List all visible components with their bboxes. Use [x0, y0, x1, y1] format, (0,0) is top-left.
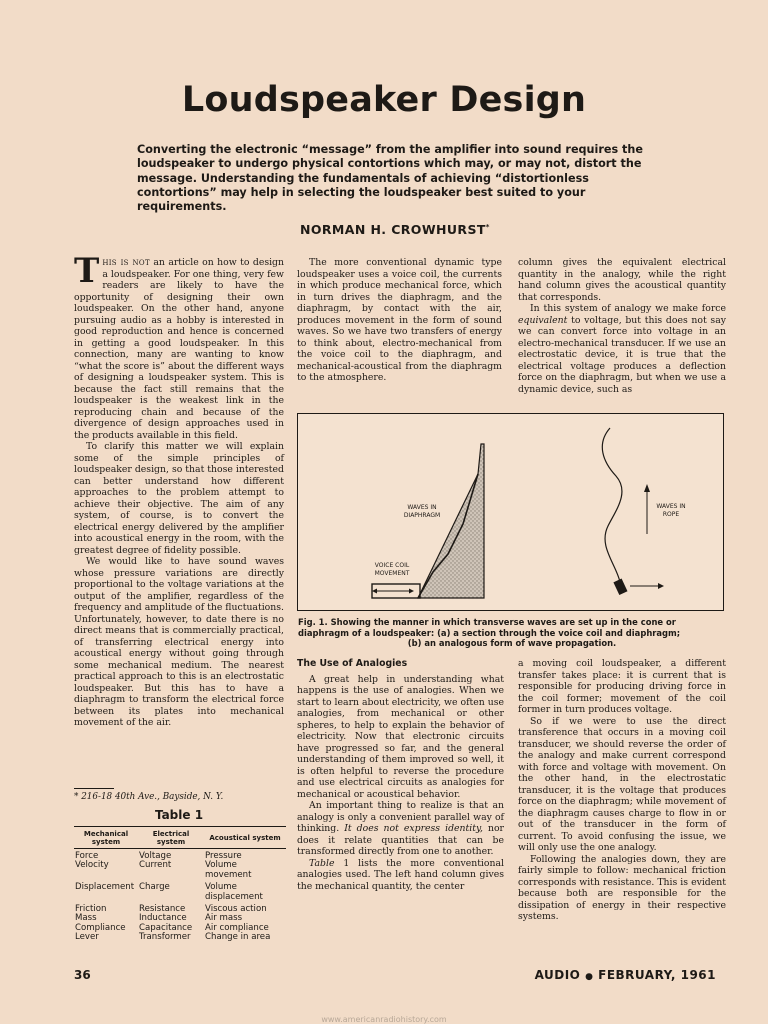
- col1-paragraph-2: To clarify this matter we will explain some of the simple principles of loudspeaker design, so that those interested can better understand how different approaches to the problem attempt to achieve their objective. The aim of any system, of course, is to convert the electrical energy delivered by the amplifier into acoustical energy in the room, with the greatest degree of fidelity possible.: [74, 441, 284, 556]
- lead-in: his is not: [102, 257, 150, 268]
- col2b-p2-text-b: nor does it relate quantities that can be transformed directly from one to another.: [297, 823, 504, 857]
- rope-end-weight: [613, 579, 627, 595]
- rope-label-1: WAVES IN: [656, 503, 686, 510]
- drop-cap: T: [74, 251, 100, 291]
- col2b-paragraph-2: [297, 800, 504, 858]
- caption-line-2: diaphragm of a loudspeaker: (a) a section through the voice coil and diaphragm;: [298, 627, 681, 638]
- author-name: NORMAN H. CROWHURST: [300, 222, 486, 237]
- table-cell: Transformer: [139, 932, 191, 943]
- table-cell: Lever: [75, 932, 99, 943]
- article-deck: Converting the electronic “message” from the amplifier into sound requires the loudspeaker to undergo physical contortions which may, or may not, distort the message. Understanding the fundamentals of achieving “distortionless contortions” may help in selecting the loudspeaker best suited to your requirements.: [137, 143, 643, 214]
- footer-bullet: ●: [585, 972, 594, 982]
- table-cell: Volume movement: [205, 860, 252, 880]
- table-1-title: Table 1: [154, 808, 204, 822]
- analogy-table: [74, 826, 286, 943]
- caption-line-1: Fig. 1. Showing the manner in which transverse waves are set up in the cone or: [298, 617, 676, 627]
- table-cell: Voltage: [139, 851, 172, 861]
- column-2-top: [297, 257, 502, 384]
- voice-coil-label-2: MOVEMENT: [374, 570, 410, 577]
- author-address-footnote: * 216-18 40th Ave., Bayside, N. Y.: [74, 792, 224, 802]
- col3-paragraph-1: column gives the equivalent electrical quantity in the analogy, while the right hand column gives the acoustical quantity that corresponds.: [518, 257, 726, 303]
- table-header: Electrical system: [138, 827, 204, 849]
- table-cell: Resistance: [139, 904, 186, 915]
- table-header: Mechanical system: [74, 827, 138, 849]
- caption-line-3: (b) an analogous form of wave propagation.: [407, 638, 617, 648]
- col1-paragraph-3: We would like to have sound waves whose pressure variations are directly proportional to the voltage variations at the output of the amplifier, regardless of the frequency and amplitude of the fluctuations. Unfortunately, however, to date there is no direct means that is commercially practical, of transferring electrical energy into acoustical energy without going through some mechanical medium. The nearest practical approach to this is an electrostatic loudspeaker. But this has to have a diaphragm to transform the electrical force between its plates into mechanical movement of the air.: [74, 556, 284, 728]
- table-cell: Air compliance: [205, 922, 269, 933]
- col3-p2-text-a: In this system of analogy we make force: [530, 303, 726, 314]
- table-cell: Charge: [139, 882, 170, 893]
- col1-p1-text: an article on how to design a loudspeaker. For one thing, very few readers are likely to have the opportunity of designing their own loudspeaker. On the other hand, anyone pursuing audio as a hobby is interested in good reproduction and hence is concerned in getting a good loudspeaker. In this connection, many are wanting to know “what the score is” about the different ways of designing a loudspeaker system. This is because the fact still remains that the loudspeaker is the weakest link in the reproducing chain and because of the divergence of design approaches used in the products available in this field.: [74, 257, 284, 441]
- col3b-paragraph-2: So if we were to use the direct transference that occurs in a moving coil transducer, we should reverse the order of the analogy and make current correspond with force and voltage with movement. On the other hand, in the electrostatic transducer, it is the voltage that produces force on the diaphragm; while movement of the diaphragm causes charge to flow in or out of the transducer in the form of current. To avoid confusing the issue, we will only use the one analogy.: [518, 715, 726, 853]
- diaphragm-section: [372, 444, 484, 598]
- diaphragm-label-1: WAVES IN: [407, 504, 437, 511]
- table-cell: Inductance: [139, 913, 187, 924]
- rope-arrow-right: [658, 583, 664, 589]
- col3-p2-text-b: to voltage, but this does not say we can convert force into voltage in an electro-mechanical transducer. If we use an electrostatic device, it is true that the electrical voltage produces a deflection force on the diaphragm, but when we use a dynamic device, such as: [518, 314, 726, 395]
- table-cell: Force: [75, 851, 99, 861]
- figure-caption: [298, 617, 726, 649]
- table-cell: Pressure: [205, 851, 242, 861]
- table-cell: Change in area: [205, 932, 271, 943]
- article-title: Loudspeaker Design: [181, 80, 587, 120]
- table-header: Acoustical system: [204, 827, 286, 849]
- footnote-rule: [74, 788, 114, 789]
- table-cell: Displacement: [75, 882, 135, 893]
- diaphragm-label-2: DIAPHRAGM: [403, 512, 441, 519]
- col3b-paragraph-3: Following the analogies down, they are fairly simple to follow: mechanical friction corresponds with resistance. This is evident because both are responsible for the dissipation of energy in their respective systems.: [518, 853, 726, 922]
- voice-coil-label-1: VOICE COIL: [374, 562, 410, 569]
- col2b-paragraph-3: [297, 858, 504, 893]
- magazine-footer: [535, 968, 716, 982]
- table-cell: Compliance: [75, 922, 126, 933]
- col2b-paragraph-1: A great help in understanding what happens is the use of analogies. When we start to learn about electricity, we often use analogies, from mechanical or other spheres, to help to explain the behavior of electricity. Now that electronic circuits have progressed so far, and the general understanding of them improved so well, it is often helpful to reverse the procedure and use electrical circuits as analogies for mechanical or acoustical behavior.: [297, 673, 504, 800]
- wave-direction-arrow: [644, 484, 650, 492]
- table-cell: Viscous action: [205, 904, 267, 915]
- diaphragm-shape: [418, 444, 484, 598]
- table-reference: Table: [309, 857, 335, 869]
- coil-arrow-right: [409, 589, 414, 594]
- column-1: [74, 251, 284, 729]
- col3-paragraph-2: [518, 303, 726, 395]
- issue-date: FEBRUARY, 1961: [598, 968, 716, 982]
- table-row: [74, 861, 286, 880]
- col3b-paragraph-1: a moving coil loudspeaker, a different transfer takes place: it is current that is responsible for producing driving force in the coil former; movement of the coil former in turn produces voltage.: [518, 658, 726, 715]
- column-3-bottom: [518, 658, 726, 923]
- author-byline: [300, 222, 530, 237]
- table-cell: Current: [139, 860, 172, 871]
- col3-p2-emphasis: equivalent: [518, 314, 568, 326]
- col1-paragraph-1: [74, 251, 284, 441]
- rope-wave: [602, 428, 622, 582]
- table-row: [74, 933, 286, 942]
- table-cell: Capacitance: [139, 922, 193, 933]
- column-3-top: [518, 257, 726, 395]
- column-2-bottom: [297, 658, 504, 892]
- table-row: [74, 880, 286, 902]
- magazine-name: AUDIO: [534, 968, 581, 982]
- watermark: www.americanradiohistory.com: [321, 1015, 447, 1024]
- col2b-p2-emphasis: It does not express identity,: [344, 823, 483, 834]
- table-cell: Air mass: [205, 913, 243, 924]
- col2-paragraph-1: The more conventional dynamic type loudspeaker uses a voice coil, the currents in which produce mechanical force, which in turn drives the diaphragm, and the diaphragm, by contact with the air, produces movement in the form of sound waves. So we have two transfers of energy to think about, electro-mechanical from the voice coil to the diaphragm, and mechanical-acoustical from the diaphragm to the atmosphere.: [297, 257, 502, 383]
- figure-1-drawing: [298, 414, 723, 610]
- col2b-p3-text: 1 lists the more conventional analogies used. The left hand column gives the mechanical quantity, the center: [297, 857, 504, 892]
- coil-arrow-left: [372, 589, 377, 594]
- author-footnote-mark: *: [485, 222, 490, 231]
- table-cell: Volume displacement: [205, 882, 263, 902]
- section-heading: The Use of Analogies: [297, 658, 408, 669]
- table-cell: Mass: [75, 913, 97, 924]
- rope-label-2: ROPE: [662, 511, 680, 518]
- figure-1: [297, 413, 724, 611]
- col2b-p2-text-a: An important thing to realize is that an analogy is only a convenient parallel way of thinking.: [297, 800, 504, 834]
- page-number: 36: [74, 968, 91, 982]
- rope-analogy: [602, 428, 685, 595]
- table-cell: Friction: [75, 904, 107, 915]
- table-cell: Velocity: [75, 860, 109, 871]
